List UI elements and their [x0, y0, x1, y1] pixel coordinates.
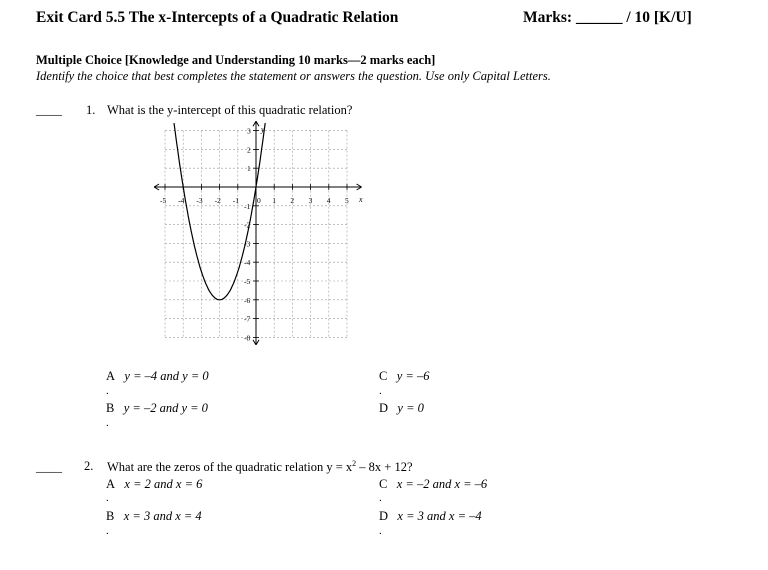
q2-option-b[interactable]: [106, 509, 202, 524]
option-text: x = 3 and x = –4: [397, 509, 482, 523]
x-tick-label: 3: [308, 196, 313, 205]
y-tick-label: 3: [247, 126, 251, 136]
y-tick-label: 2: [247, 145, 251, 155]
option-letter: C: [379, 477, 388, 491]
y-tick-label: -5: [244, 277, 251, 286]
option-letter: A: [106, 369, 116, 383]
y-tick-label: -6: [244, 295, 251, 305]
option-letter: D: [379, 401, 389, 415]
y-tick-label: -8: [244, 333, 251, 343]
option-text: y = –2 and y = 0: [123, 401, 208, 415]
question-number: 1.: [86, 103, 96, 117]
x-tick-label: -1: [232, 196, 240, 205]
q1-option-a[interactable]: [106, 369, 209, 384]
q2-option-d[interactable]: [379, 509, 482, 524]
answer-blank-q1[interactable]: ____: [36, 102, 62, 117]
y-tick-label: -2: [244, 220, 251, 230]
option-letter: C: [379, 369, 388, 383]
option-letter: B: [106, 401, 115, 415]
option-text: x = 2 and x = 6: [124, 477, 203, 491]
option-text: x = 3 and x = 4: [123, 509, 202, 523]
option-text: x = –2 and x = –6: [396, 477, 488, 491]
x-axis-label: x: [359, 195, 363, 204]
y-tick-label: -1: [244, 201, 251, 211]
x-tick-label: 2: [290, 196, 295, 205]
x-tick-label: -2: [214, 196, 221, 205]
answer-blank-q2[interactable]: ____: [36, 459, 62, 474]
q1-option-c[interactable]: [379, 369, 429, 384]
y-axis-label: y: [261, 125, 265, 134]
option-text: y = –6: [396, 369, 430, 383]
page-title: Exit Card 5.5 The x-Intercepts of a Quadratic Relation: [36, 9, 399, 26]
x-tick-label: 0: [257, 196, 261, 205]
option-letter: A: [106, 477, 116, 491]
y-tick-label: -3: [244, 239, 251, 249]
q1-option-b[interactable]: [106, 401, 208, 416]
q2-option-c[interactable]: [379, 477, 487, 492]
question-text: What is the y-intercept of this quadratic relation?: [107, 103, 353, 117]
quadratic-graph: [145, 120, 370, 348]
q1-option-d[interactable]: [379, 401, 424, 416]
x-tick-label: 5: [345, 196, 349, 205]
y-tick-label: -4: [244, 258, 251, 268]
question-number: 2.: [84, 459, 94, 473]
x-tick-label: -4: [178, 196, 185, 205]
section-heading: Multiple Choice [Knowledge and Understanding 10 marks—2 marks each]: [36, 53, 436, 67]
q2-option-a[interactable]: [106, 477, 202, 492]
y-tick-label: 1: [247, 164, 251, 174]
section-instructions: Identify the choice that best completes the statement or answers the question. Use only Capital Letters.: [36, 69, 551, 83]
marks-label: Marks: ______ / 10 [K/U]: [523, 9, 692, 26]
option-letter: D: [379, 509, 389, 523]
option-text: y = 0: [397, 401, 424, 415]
x-tick-label: -3: [196, 196, 203, 205]
question-text: What are the zeros of the quadratic relation $y = x^2 - 8x + 12$?: [107, 459, 413, 475]
x-tick-label: 4: [326, 196, 331, 205]
option-letter: B: [106, 509, 115, 523]
x-tick-label: 1: [272, 196, 276, 205]
x-tick-label: -5: [160, 196, 167, 205]
option-text: y = –4 and y = 0: [124, 369, 209, 383]
y-tick-label: -7: [244, 314, 251, 324]
